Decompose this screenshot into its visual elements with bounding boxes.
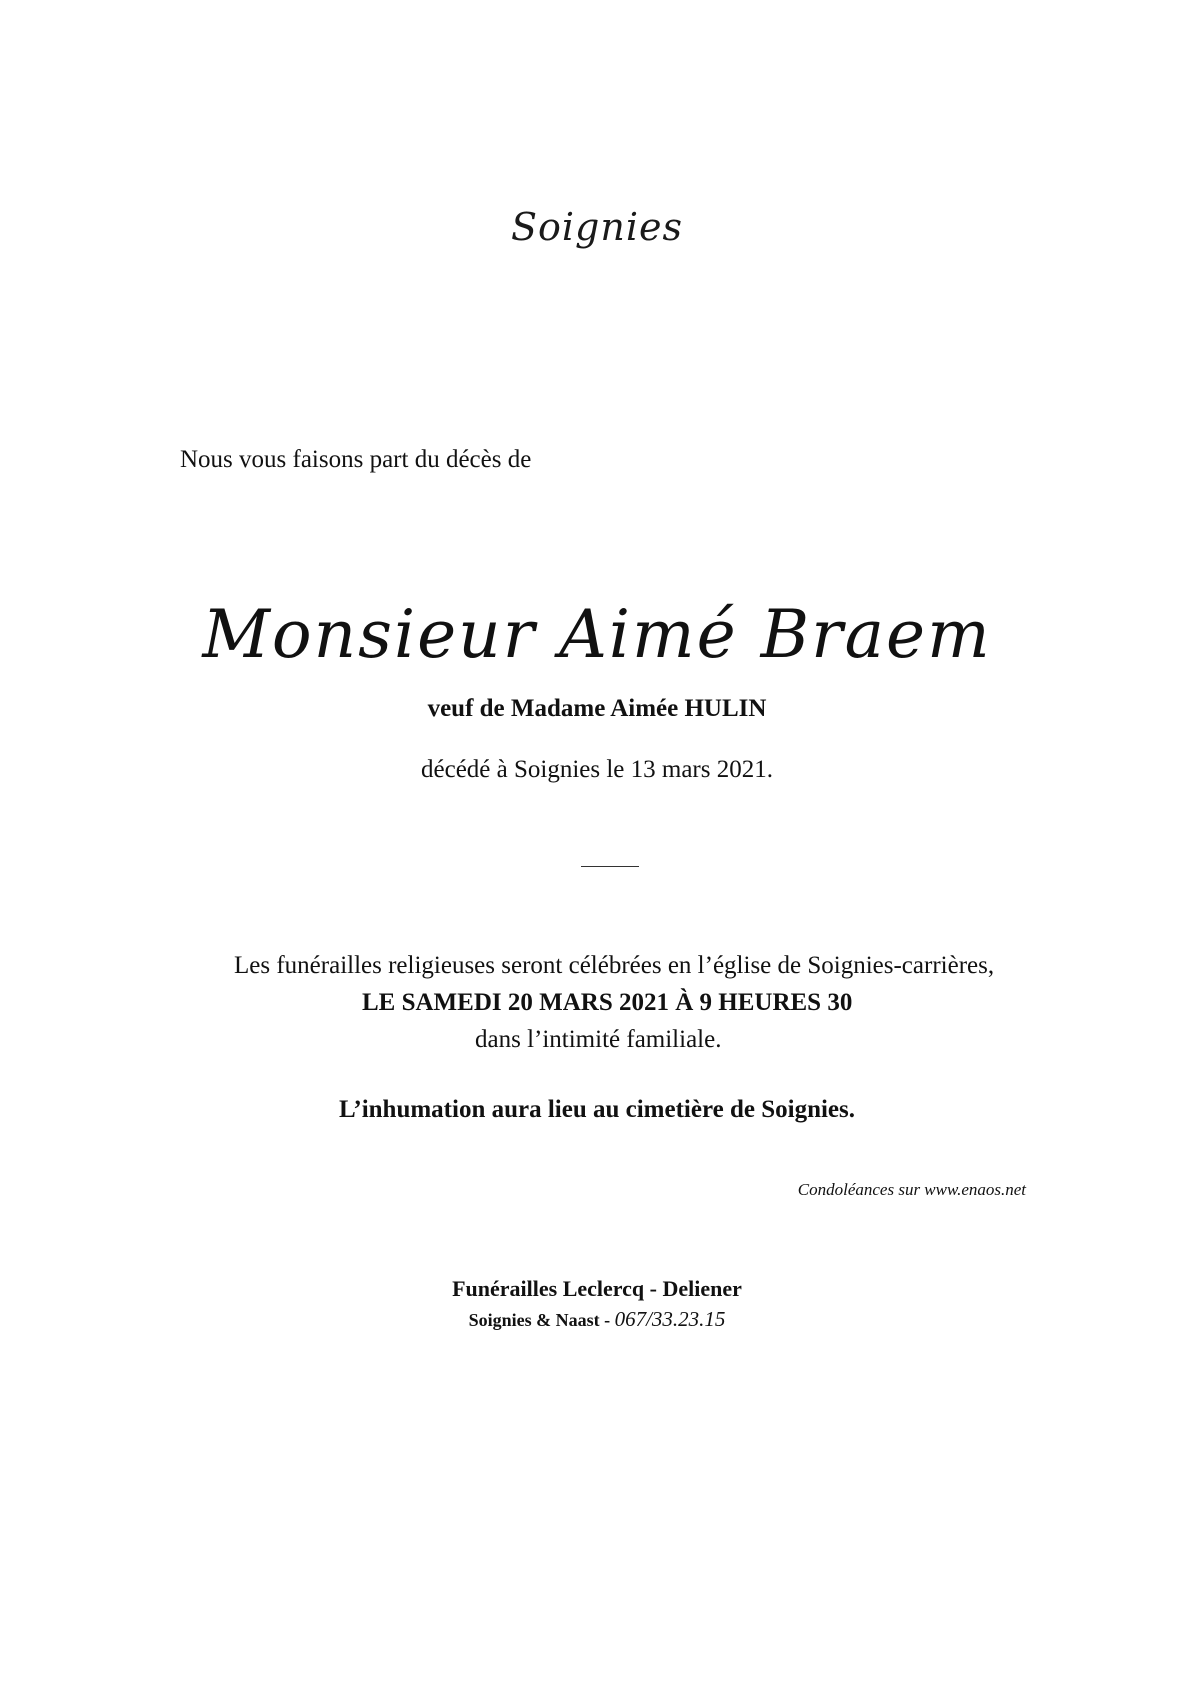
place-heading: Soignies	[510, 205, 683, 249]
divider	[581, 866, 639, 867]
widow-line: veuf de Madame Aimée HULIN	[427, 695, 767, 722]
ceremony-privacy-line: dans l’intimité familiale.	[475, 1026, 722, 1053]
deceased-name: Monsieur Aimé Braem	[202, 596, 992, 673]
funeral-home-contact	[0, 1307, 1194, 1332]
ceremony-date-line: LE SAMEDI 20 MARS 2021 À 9 HEURES 30	[362, 989, 853, 1016]
death-date-line: décédé à Soignies le 13 mars 2021.	[421, 756, 773, 783]
condolences-link[interactable]: Condoléances sur www.enaos.net	[797, 1180, 1026, 1199]
burial-line: L’inhumation aura lieu au cimetière de Soignies.	[338, 1096, 855, 1123]
funeral-home-phone[interactable]: 067/33.23.15	[614, 1307, 726, 1331]
funeral-home-name: Funérailles Leclercq - Deliener	[452, 1276, 742, 1301]
funeral-home-locations: Soignies & Naast -	[468, 1310, 611, 1330]
ceremony-location-line: Les funérailles religieuses seront célébrées en l’église de Soignies-carrières,	[234, 952, 995, 979]
intro-text: Nous vous faisons part du décès de	[180, 446, 532, 473]
